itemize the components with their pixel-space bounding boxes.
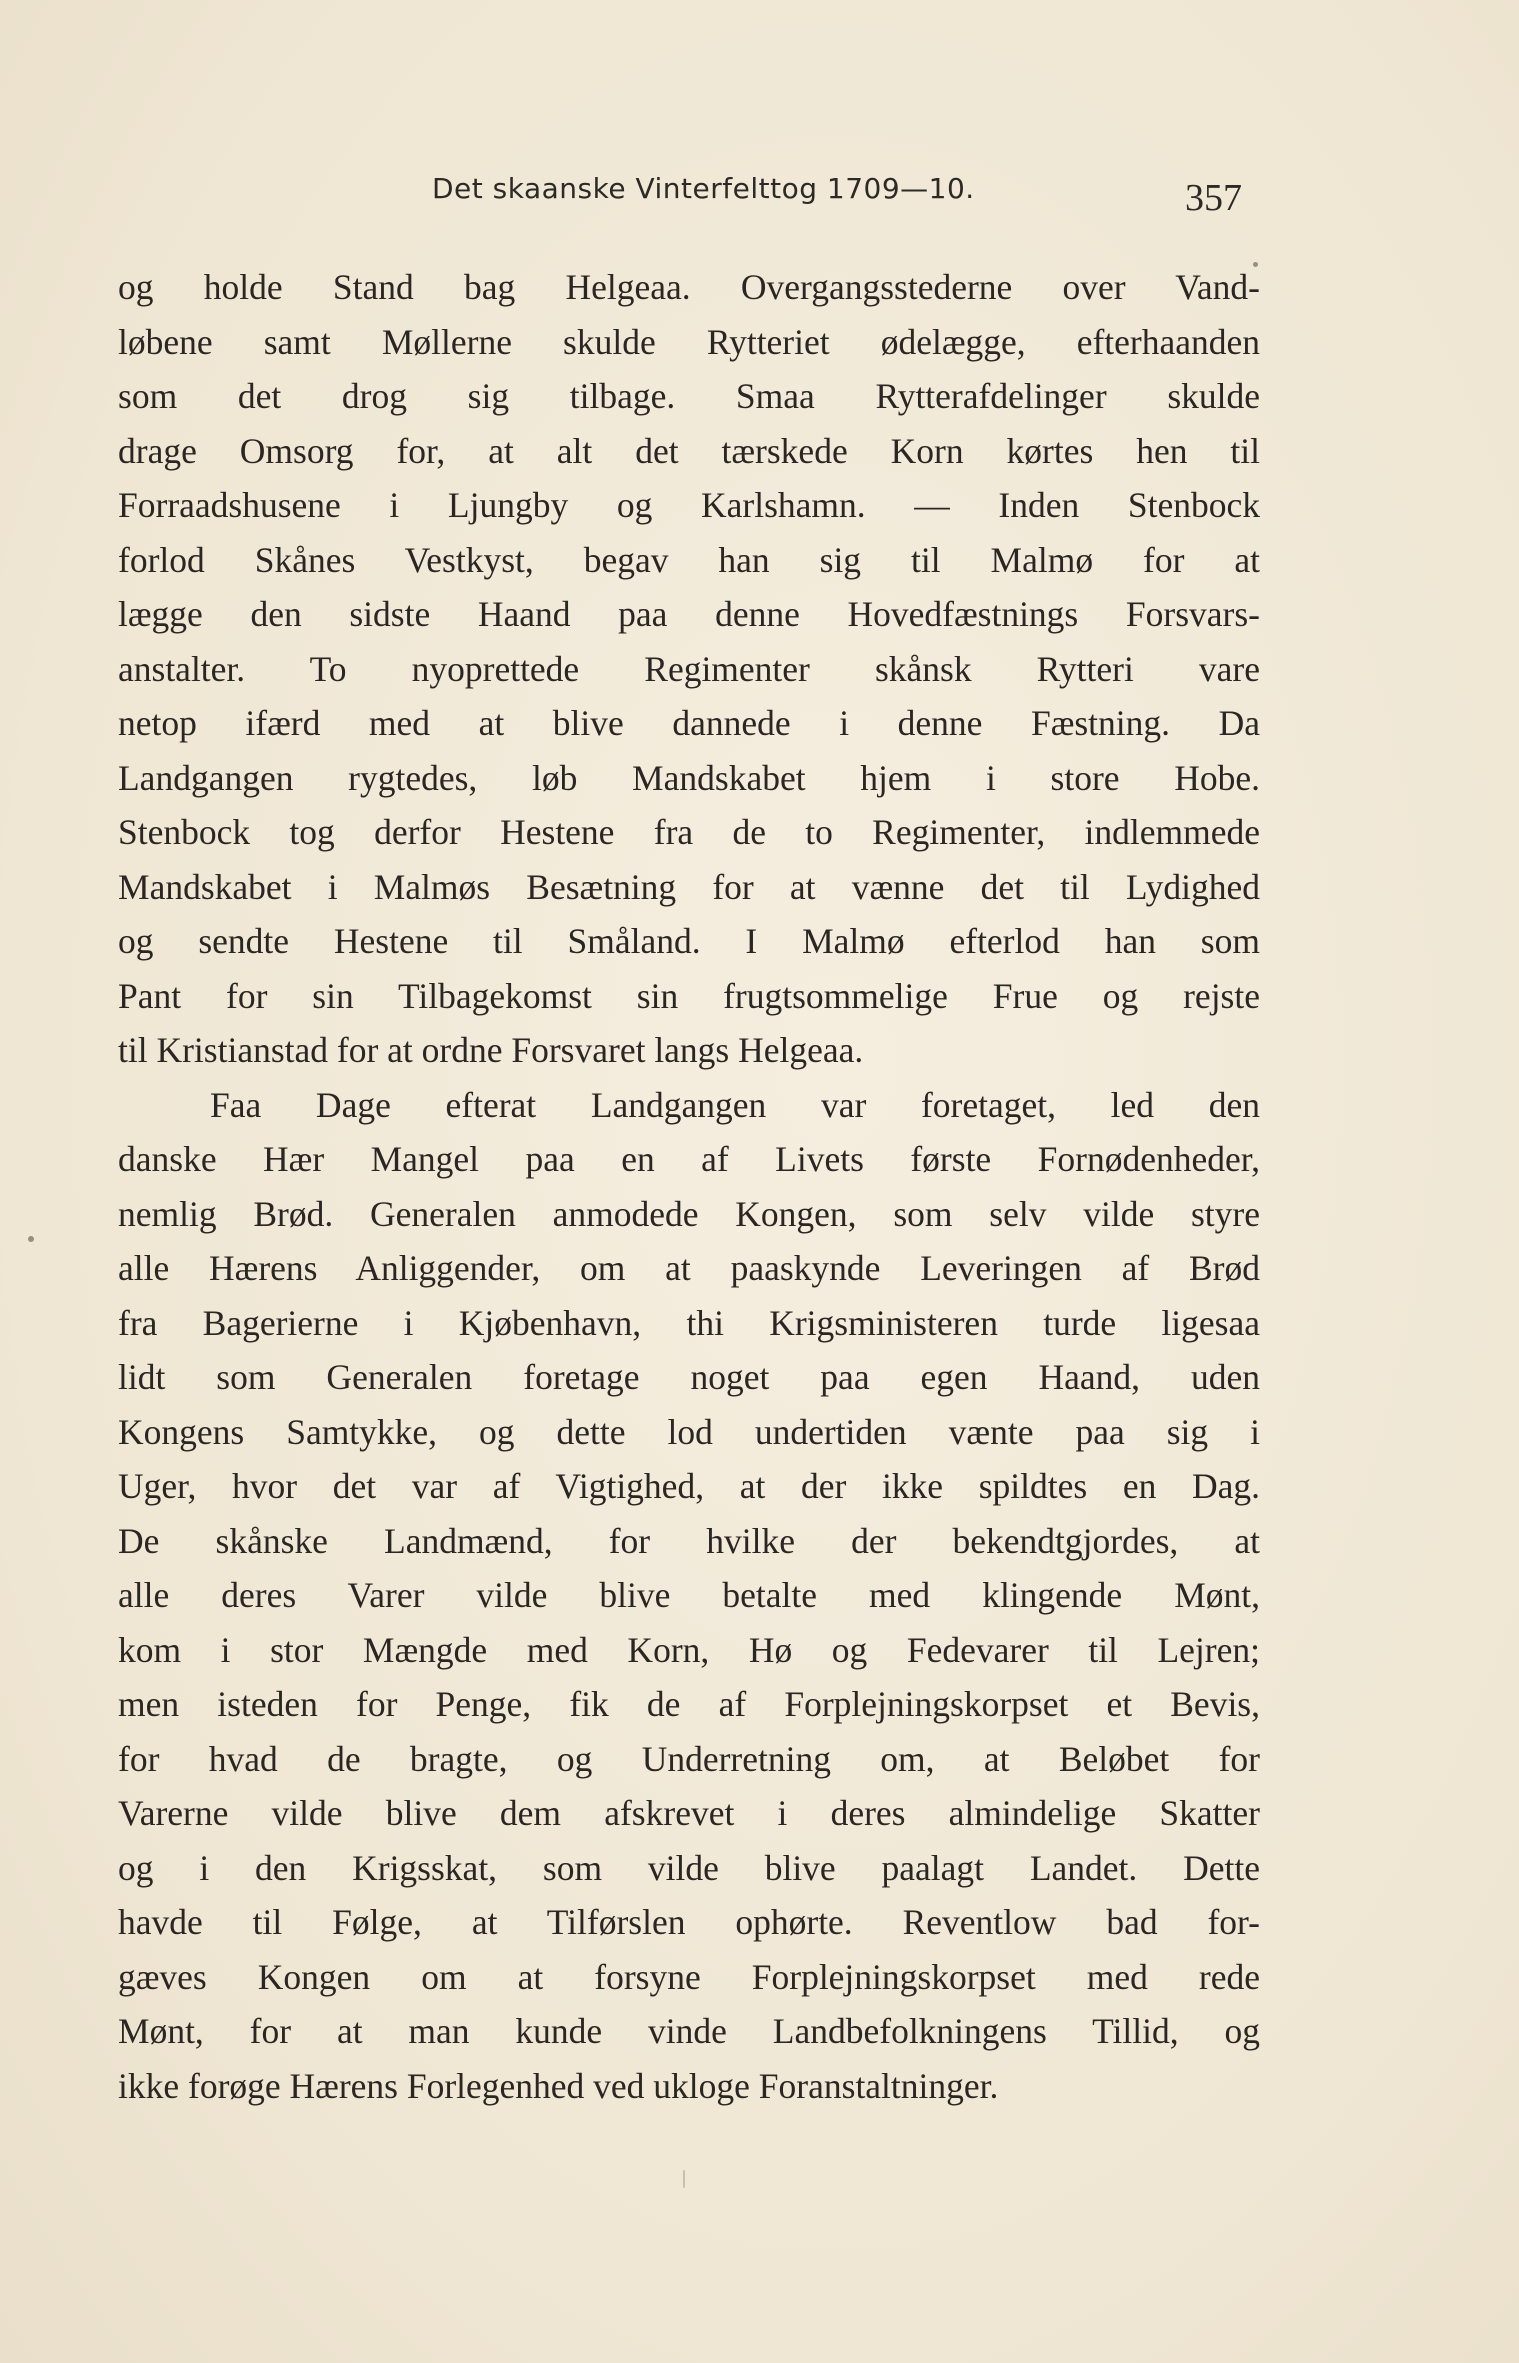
paper-speck — [683, 2170, 685, 2188]
text-line: Mønt, for at man kunde vinde Landbefolkningens Tillid, og — [118, 2011, 1260, 2051]
paper-speck — [1253, 262, 1258, 267]
text-line: løbene samt Møllerne skulde Rytteriet ødelægge, efterhaanden — [118, 321, 1260, 362]
page-number: 357 — [1185, 177, 1242, 219]
text-line: ikke forøge Hærens Forlegenhed ved ukloge Foranstaltninger. — [118, 2065, 999, 2106]
text-line: Stenbock tog derfor Hestene fra de to Regimenter, indlemmede — [118, 812, 1260, 852]
text-line: alle Hærens Anliggender, om at paaskynde Leveringen af Brød — [118, 1248, 1260, 1288]
text-line: anstalter. To nyoprettede Regimenter skånsk Rytteri vare — [118, 648, 1260, 689]
text-line: fra Bagerierne i Kjøbenhavn, thi Krigsministeren turde ligesaa — [118, 1302, 1260, 1343]
body-text — [118, 260, 1260, 2113]
text-line: kom i stor Mængde med Korn, Hø og Fedevarer til Lejren; — [118, 1629, 1260, 1670]
text-line: og holde Stand bag Helgeaa. Overgangsstederne over Vand- — [118, 267, 1260, 307]
text-line: som det drog sig tilbage. Smaa Rytterafdelinger skulde — [118, 376, 1260, 416]
text-line: lidt som Generalen foretage noget paa egen Haand, uden — [118, 1357, 1260, 1397]
text-line: Mandskabet i Malmøs Besætning for at vænne det til Lydighed — [118, 866, 1260, 907]
text-line: Forraadshusene i Ljungby og Karlshamn. — Inden Stenbock — [118, 485, 1260, 525]
text-line: og sendte Hestene til Småland. I Malmø efterlod han som — [118, 921, 1260, 961]
text-line: gæves Kongen om at forsyne Forplejningskorpset med rede — [118, 1956, 1260, 1997]
text-line: havde til Følge, at Tilførslen ophørte. Reventlow bad for- — [118, 1902, 1260, 1942]
text-line: netop ifærd med at blive dannede i denne Fæstning. Da — [118, 703, 1260, 743]
text-line: Varerne vilde blive dem afskrevet i deres almindelige Skatter — [118, 1793, 1260, 1833]
text-line: Uger, hvor det var af Vigtighed, at der ikke spildtes en Dag. — [118, 1466, 1260, 1506]
text-line: Faa Dage efterat Landgangen var foretaget, led den — [210, 1084, 1260, 1125]
text-line: Kongens Samtykke, og dette lod undertiden vænte paa sig i — [118, 1411, 1260, 1452]
text-line: til Kristianstad for at ordne Forsvaret langs Helgeaa. — [118, 1030, 864, 1070]
text-line: nemlig Brød. Generalen anmodede Kongen, som selv vilde styre — [118, 1193, 1260, 1234]
text-line: og i den Krigsskat, som vilde blive paalagt Landet. Dette — [118, 1847, 1260, 1888]
text-line: drage Omsorg for, at alt det tærskede Korn kørtes hen til — [118, 430, 1260, 471]
text-line: forlod Skånes Vestkyst, begav han sig til Malmø for at — [118, 539, 1260, 580]
paper-speck — [28, 1236, 34, 1242]
text-line: danske Hær Mangel paa en af Livets første Fornødenheder, — [118, 1139, 1260, 1179]
text-line: for hvad de bragte, og Underretning om, at Beløbet for — [118, 1738, 1260, 1779]
text-line: alle deres Varer vilde blive betalte med klingende Mønt, — [118, 1575, 1260, 1615]
text-line: De skånske Landmænd, for hvilke der bekendtgjordes, at — [118, 1520, 1260, 1561]
text-line: Landgangen rygtedes, løb Mandskabet hjem i store Hobe. — [118, 757, 1260, 798]
running-title: Det skaanske Vinterfelttog 1709—10. — [432, 172, 975, 205]
text-line: men isteden for Penge, fik de af Forplejningskorpset et Bevis, — [118, 1684, 1260, 1724]
text-line: Pant for sin Tilbagekomst sin frugtsommelige Frue og rejste — [118, 975, 1260, 1016]
text-line: lægge den sidste Haand paa denne Hovedfæstnings Forsvars- — [118, 594, 1260, 634]
